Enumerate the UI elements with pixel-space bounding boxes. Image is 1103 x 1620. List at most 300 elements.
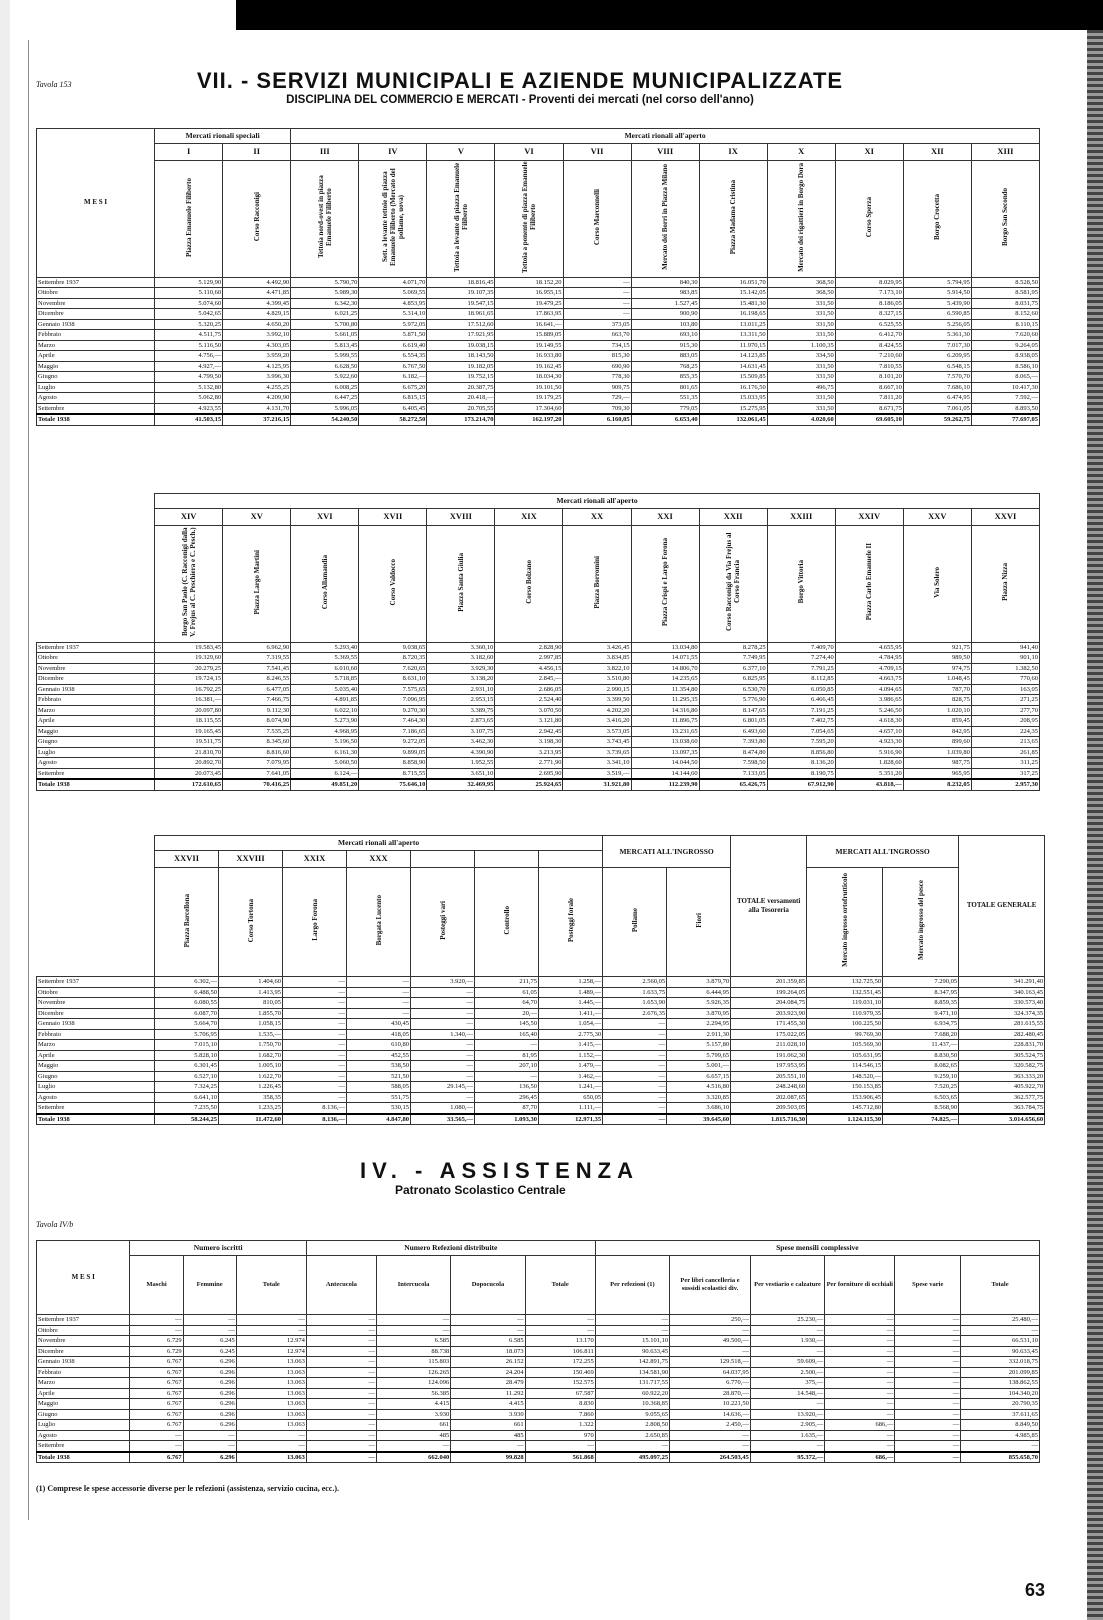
value-cell: 551,35 [631, 393, 699, 404]
month-cell: Ottobre [37, 987, 155, 998]
month-cell: Febbraio [37, 1029, 155, 1040]
value-cell: 56.385 [376, 1388, 450, 1399]
total-value: 31.921,80 [563, 779, 631, 790]
total-value: 58.272,50 [359, 414, 427, 425]
month-cell: Maggio [37, 361, 155, 372]
value-cell: — [306, 1378, 376, 1389]
value-cell: 13.063 [236, 1409, 306, 1420]
month-cell: Luglio [37, 382, 155, 393]
market-name: Piazza Emanuele Filiberto [184, 177, 193, 257]
total-value: 67.912,90 [767, 779, 835, 790]
month-cell: Marzo [37, 1040, 155, 1051]
value-cell: 7.054,65 [767, 726, 835, 737]
value-cell: 8.112,85 [767, 674, 835, 685]
value-cell: 4.756,— [155, 351, 223, 362]
value-cell: — [750, 1325, 824, 1336]
value-cell: — [283, 1008, 347, 1019]
market-name-header [971, 161, 1039, 278]
value-cell: 6.302,— [155, 977, 219, 988]
value-cell: — [525, 1441, 595, 1452]
month-cell: Aprile [37, 1050, 155, 1061]
value-cell: 1.100,35 [767, 340, 835, 351]
value-cell: 3.930 [376, 1409, 450, 1420]
value-cell: 60.922,20 [595, 1388, 669, 1399]
column-header: Per refezioni (1) [595, 1256, 669, 1315]
value-cell: 1.489,— [539, 987, 603, 998]
value-cell: 768,25 [631, 361, 699, 372]
section-table-label: Tavola IV/b [36, 1220, 74, 1229]
column-header: Per libri cancelleria e sussidi scolastici div. [670, 1256, 751, 1315]
table-row [37, 1388, 1040, 1399]
value-cell: 6.021,25 [291, 309, 359, 320]
value-cell: 20.073,45 [155, 768, 223, 779]
month-cell: Ottobre [37, 288, 155, 299]
months-header-blank [37, 836, 155, 977]
value-cell: 801,65 [631, 382, 699, 393]
value-cell: 3.573,05 [563, 726, 631, 737]
value-cell: — [895, 1441, 961, 1452]
value-cell: 6.010,60 [291, 663, 359, 674]
total-value: 6.653,40 [631, 414, 699, 425]
value-cell: 7.620,65 [359, 663, 427, 674]
value-cell: 6.962,90 [223, 642, 291, 653]
value-cell: 8.424,55 [835, 340, 903, 351]
value-cell: 6.405,45 [359, 403, 427, 414]
value-cell: 3.121,80 [495, 716, 563, 727]
value-cell: 145.712,80 [807, 1103, 883, 1114]
value-cell: 7.541,45 [223, 663, 291, 674]
value-cell: 3.462,30 [427, 737, 495, 748]
market-name: Posteggi vari [438, 900, 447, 940]
total-value: 6.767 [130, 1452, 183, 1463]
total-label: Totale 1938 [37, 779, 155, 790]
table-row [37, 1061, 1045, 1072]
value-cell: 1.633,75 [603, 987, 667, 998]
market-name-header [291, 161, 359, 278]
value-cell: 3.416,20 [563, 716, 631, 727]
value-cell: — [670, 1325, 751, 1336]
value-cell: 10.368,85 [595, 1399, 669, 1410]
value-cell: — [411, 987, 475, 998]
value-cell: — [306, 1388, 376, 1399]
value-cell: — [283, 1019, 347, 1030]
value-cell: 4.618,30 [835, 716, 903, 727]
value-cell: 7.688,20 [883, 1029, 959, 1040]
value-cell: — [306, 1315, 376, 1326]
value-cell: 1.635,— [750, 1430, 824, 1441]
value-cell: 690,90 [563, 361, 631, 372]
months-header: M E S I [37, 129, 155, 278]
market-name: Piazza Barcellona [182, 893, 191, 947]
month-cell: Novembre [37, 298, 155, 309]
market-name-header [155, 161, 223, 278]
value-cell: 15.509,85 [699, 372, 767, 383]
value-cell: 4.456,15 [495, 663, 563, 674]
value-cell: 5.116,50 [155, 340, 223, 351]
value-cell: 5.060,50 [291, 758, 359, 769]
value-cell: 18.115,55 [155, 716, 223, 727]
value-cell: 3.426,45 [563, 642, 631, 653]
value-cell: 281.615,55 [959, 1019, 1045, 1030]
value-cell: 331,50 [767, 309, 835, 320]
value-cell: 49.500,— [670, 1336, 751, 1347]
value-cell: 7.017,30 [903, 340, 971, 351]
value-cell: 1.653,90 [603, 998, 667, 1009]
value-cell: — [306, 1399, 376, 1410]
value-cell: 7.641,05 [223, 768, 291, 779]
value-cell: 64.037,95 [670, 1367, 751, 1378]
value-cell: 3.107,75 [427, 726, 495, 737]
value-cell: 9.038,65 [359, 642, 427, 653]
value-cell: 13.063 [236, 1357, 306, 1368]
value-cell: 3.930 [451, 1409, 525, 1420]
value-cell: 430,45 [347, 1019, 411, 1030]
value-cell: 9.272,05 [359, 737, 427, 748]
value-cell: 3.213,95 [495, 747, 563, 758]
value-cell: — [283, 987, 347, 998]
value-cell: 115.803 [376, 1357, 450, 1368]
value-cell: 6.767 [130, 1399, 183, 1410]
value-cell: 9.471,10 [883, 1008, 959, 1019]
value-cell: 29.145,— [411, 1082, 475, 1093]
value-cell: 7.570,70 [903, 372, 971, 383]
value-cell: 14.316,80 [631, 705, 699, 716]
value-cell: 7.079,95 [223, 758, 291, 769]
value-cell: 6.619,40 [359, 340, 427, 351]
month-cell: Settembre 1937 [37, 977, 155, 988]
value-cell: — [411, 1071, 475, 1082]
value-cell: 6.641,10 [155, 1092, 219, 1103]
total-row [37, 414, 1040, 425]
value-cell: 150.153,85 [807, 1082, 883, 1093]
value-cell: 5.871,50 [359, 330, 427, 341]
value-cell: 1.952,55 [427, 758, 495, 769]
market-name: Borgo Crocetta [933, 194, 942, 240]
value-cell: 19.107,35 [427, 288, 495, 299]
value-cell: 6.342,30 [291, 298, 359, 309]
value-cell: 248.248,60 [731, 1082, 807, 1093]
value-cell: 9.055,65 [595, 1409, 669, 1420]
value-cell: 331,50 [767, 298, 835, 309]
market-name-header [495, 161, 563, 278]
value-cell: 530,15 [347, 1103, 411, 1114]
month-cell: Gennaio 1938 [37, 1357, 130, 1368]
value-cell: 331,50 [767, 330, 835, 341]
table-row [37, 1050, 1045, 1061]
value-cell: 24.204 [451, 1367, 525, 1378]
value-cell: 7.061,05 [903, 403, 971, 414]
value-cell: 8.671,75 [835, 403, 903, 414]
table-row [37, 726, 1040, 737]
market-name-header [603, 868, 667, 977]
value-cell: 20.418,— [427, 393, 495, 404]
value-cell: 2.997,85 [495, 653, 563, 664]
value-cell: 6.008,25 [291, 382, 359, 393]
market-name: Via Solero [933, 566, 942, 598]
column-header: Dopocucola [451, 1256, 525, 1315]
value-cell: — [376, 1325, 450, 1336]
value-cell: 921,75 [903, 642, 971, 653]
value-cell: 6.245 [183, 1336, 236, 1347]
value-cell: 2.560,05 [603, 977, 667, 988]
value-cell: 16.792,25 [155, 684, 223, 695]
value-cell: 145,50 [475, 1019, 539, 1030]
value-cell: 5.035,40 [291, 684, 359, 695]
value-cell: — [130, 1315, 183, 1326]
value-cell: 4.784,95 [835, 653, 903, 664]
value-cell: 18.073 [451, 1346, 525, 1357]
value-cell: 19.182,05 [427, 361, 495, 372]
month-cell: Ottobre [37, 1325, 130, 1336]
table-row [37, 1019, 1045, 1030]
value-cell: 7.592,— [971, 393, 1039, 404]
table-row [37, 319, 1040, 330]
value-cell: 15.142,05 [699, 288, 767, 299]
value-cell: 19.511,75 [155, 737, 223, 748]
value-cell: 4.799,50 [155, 372, 223, 383]
total-transfers-label: TOTALE versamenti alla Tesoreria [736, 896, 801, 914]
market-name-header [767, 526, 835, 643]
total-value: 662.040 [376, 1452, 450, 1463]
value-cell: — [130, 1325, 183, 1336]
value-cell: 4.923,55 [155, 403, 223, 414]
value-cell: 4.125,95 [223, 361, 291, 372]
month-cell: Aprile [37, 1388, 130, 1399]
table-row [37, 998, 1045, 1009]
value-cell: 3.743,45 [563, 737, 631, 748]
value-cell: 6.767 [130, 1357, 183, 1368]
value-cell: — [603, 1029, 667, 1040]
value-cell: 5.664,70 [155, 1019, 219, 1030]
table-row [37, 768, 1040, 779]
total-value: 49.851,20 [291, 779, 359, 790]
value-cell: 5.314,10 [359, 309, 427, 320]
value-cell: 5.293,40 [291, 642, 359, 653]
table-row [37, 403, 1040, 414]
market-name-header [495, 526, 563, 643]
value-cell: 6.488,50 [155, 987, 219, 998]
value-cell: 13.063 [236, 1378, 306, 1389]
value-cell: 7.749,95 [699, 653, 767, 664]
value-cell: 87,70 [475, 1103, 539, 1114]
month-cell: Gennaio 1938 [37, 1019, 155, 1030]
value-cell: 4.094,65 [835, 684, 903, 695]
value-cell: 3.399,50 [563, 695, 631, 706]
value-cell: 3.519,— [563, 768, 631, 779]
total-value: 41.503,15 [155, 414, 223, 425]
market-number: XXIV [835, 509, 903, 526]
total-value: 65.426,75 [699, 779, 767, 790]
value-cell: 5.246,50 [835, 705, 903, 716]
value-cell: 8.347,95 [883, 987, 959, 998]
table-row [37, 393, 1040, 404]
value-cell: — [595, 1441, 669, 1452]
table-row [37, 1399, 1040, 1410]
market-number: XXVI [971, 509, 1039, 526]
market-number: III [291, 144, 359, 161]
value-cell: 5.999,55 [291, 351, 359, 362]
month-cell: Giugno [37, 1409, 130, 1420]
value-cell: 4.131,70 [223, 403, 291, 414]
value-cell: 1.058,15 [219, 1019, 283, 1030]
month-cell: Aprile [37, 716, 155, 727]
value-cell: — [895, 1346, 961, 1357]
value-cell: 8.938,05 [971, 351, 1039, 362]
value-cell: 6.466,45 [767, 695, 835, 706]
value-cell: 8.152,60 [971, 309, 1039, 320]
section-title: IV. - ASSISTENZA [360, 1158, 639, 1183]
total-value: 2.957,30 [971, 779, 1039, 790]
value-cell: 13.063 [236, 1367, 306, 1378]
value-cell: 3.651,10 [427, 768, 495, 779]
value-cell: 6.444,95 [667, 987, 731, 998]
value-cell: 4.650,20 [223, 319, 291, 330]
value-cell: — [603, 1103, 667, 1114]
value-cell: 12.974 [236, 1336, 306, 1347]
value-cell: 19.724,15 [155, 674, 223, 685]
value-cell: — [411, 1019, 475, 1030]
value-cell: 8.893,50 [971, 403, 1039, 414]
table-row [37, 1430, 1040, 1441]
value-cell: 331,50 [767, 319, 835, 330]
market-name: Corso Bolzano [524, 560, 533, 604]
total-value: 3.014.656,60 [959, 1114, 1045, 1125]
value-cell: 405.922,70 [959, 1082, 1045, 1093]
column-header: Per forniture di occhiali [825, 1256, 895, 1315]
value-cell: 5.439,90 [903, 298, 971, 309]
value-cell: 14.631,45 [699, 361, 767, 372]
value-cell: 6.050,85 [767, 684, 835, 695]
value-cell: 7.015,10 [155, 1040, 219, 1051]
table-row [37, 277, 1040, 288]
value-cell: 5.706,95 [155, 1029, 219, 1040]
value-cell: 4.511,75 [155, 330, 223, 341]
market-number: XVII [359, 509, 427, 526]
value-cell: 5.132,80 [155, 382, 223, 393]
table-row [37, 1441, 1040, 1452]
value-cell: — [347, 977, 411, 988]
group-enrolled: Numero iscritti [130, 1241, 306, 1256]
month-cell: Novembre [37, 663, 155, 674]
value-cell: 5.196,50 [291, 737, 359, 748]
value-cell: 136,50 [475, 1082, 539, 1093]
value-cell: 987,75 [903, 758, 971, 769]
value-cell: 1.322 [525, 1420, 595, 1431]
value-cell: 2.911,30 [667, 1029, 731, 1040]
value-cell: 2.942,45 [495, 726, 563, 737]
market-number: XIII [971, 144, 1039, 161]
value-cell: 5.129,90 [155, 277, 223, 288]
market-name-header [359, 526, 427, 643]
month-cell: Dicembre [37, 674, 155, 685]
value-cell: 842,95 [903, 726, 971, 737]
value-cell: 6.525,55 [835, 319, 903, 330]
market-number: XX [563, 509, 631, 526]
market-name-header [475, 868, 539, 977]
footnote: (1) Comprese le spese accessorie diverse per le refezioni (assistenza, servizio cucina, ecc.). [36, 1484, 340, 1493]
value-cell: 19.179,25 [495, 393, 563, 404]
value-cell: 6.657,15 [667, 1071, 731, 1082]
total-value: 58.244,25 [155, 1114, 219, 1125]
value-cell: 4.657,10 [835, 726, 903, 737]
value-cell: — [283, 977, 347, 988]
markets-table-1 [36, 128, 1040, 426]
value-cell: 8.474,80 [699, 747, 767, 758]
month-cell: Maggio [37, 726, 155, 737]
value-cell: 124.096 [376, 1378, 450, 1389]
month-cell: Agosto [37, 1092, 155, 1103]
market-name: Corso Marconnelli [593, 188, 602, 246]
value-cell: 9.899,05 [359, 747, 427, 758]
value-cell: — [895, 1357, 961, 1368]
value-cell: 250,— [670, 1315, 751, 1326]
value-cell: 5.273,90 [291, 716, 359, 727]
value-cell: 18.961,65 [427, 309, 495, 320]
value-cell: 8.856,80 [767, 747, 835, 758]
value-cell: 7.324,25 [155, 1082, 219, 1093]
value-cell: 363.784,75 [959, 1103, 1045, 1114]
value-cell: 6.296 [183, 1378, 236, 1389]
value-cell: 3.879,70 [667, 977, 731, 988]
market-name: Fiori [694, 912, 703, 928]
market-name-header [283, 868, 347, 977]
value-cell: 8.715,55 [359, 768, 427, 779]
value-cell: 3.182,60 [427, 653, 495, 664]
value-cell: 8.031,75 [971, 298, 1039, 309]
value-cell: 709,30 [563, 403, 631, 414]
market-number: XII [903, 144, 971, 161]
value-cell: 8.631,10 [359, 674, 427, 685]
total-value: 99.828 [451, 1452, 525, 1463]
page-title: VII. - SERVIZI MUNICIPALI E AZIENDE MUNICIPALIZZATE [196, 68, 844, 93]
value-cell: 4.209,90 [223, 393, 291, 404]
value-cell: 6.530,70 [699, 684, 767, 695]
value-cell: 204.084,75 [731, 998, 807, 1009]
value-cell: — [130, 1430, 183, 1441]
total-value: — [895, 1452, 961, 1463]
value-cell: 8.830 [525, 1399, 595, 1410]
value-cell: 1.828,60 [835, 758, 903, 769]
value-cell: 2.931,10 [427, 684, 495, 695]
value-cell: 4.968,95 [291, 726, 359, 737]
value-cell: — [376, 1315, 450, 1326]
value-cell: 6.296 [183, 1367, 236, 1378]
value-cell: — [411, 1050, 475, 1061]
table-row [37, 351, 1040, 362]
value-cell: — [236, 1315, 306, 1326]
month-cell: Settembre [37, 768, 155, 779]
value-cell: 5.256,05 [903, 319, 971, 330]
value-cell: — [451, 1315, 525, 1326]
value-cell: 8.345,60 [223, 737, 291, 748]
value-cell: 305.524,75 [959, 1050, 1045, 1061]
value-cell: 14.636,— [670, 1409, 751, 1420]
value-cell: 9.264,05 [971, 340, 1039, 351]
value-cell: — [895, 1336, 961, 1347]
value-cell: 3.686,10 [667, 1103, 731, 1114]
value-cell: 6.770,— [670, 1378, 751, 1389]
value-cell: 5.922,60 [291, 372, 359, 383]
value-cell: 20.097,80 [155, 705, 223, 716]
value-cell: 6.729 [130, 1346, 183, 1357]
value-cell: 201.099,85 [961, 1367, 1040, 1378]
market-number: II [223, 144, 291, 161]
value-cell: 3.929,30 [427, 663, 495, 674]
value-cell: 8.136,20 [767, 758, 835, 769]
value-cell: 6.296 [183, 1399, 236, 1410]
value-cell: 6.477,05 [223, 684, 291, 695]
value-cell: — [236, 1441, 306, 1452]
